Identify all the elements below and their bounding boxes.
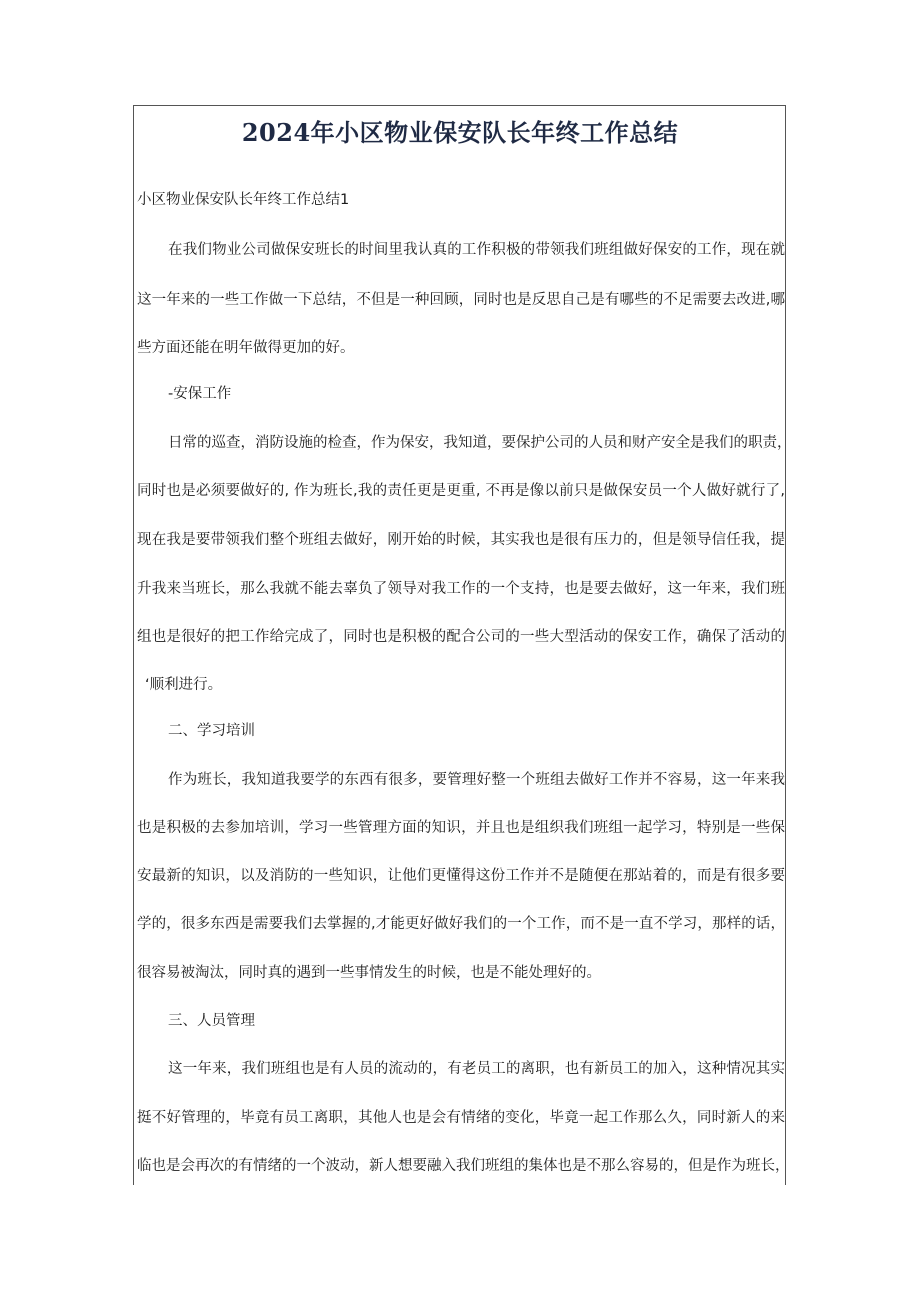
paragraph-line: 同时也是必须要做好的, 作为班长,我的责任更是更重, 不再是像以前只是做保安员一个人做好就行了, <box>137 483 785 499</box>
section-heading: 三、人员管理 <box>168 1013 255 1029</box>
paragraph-line: 也是积极的去参加培训，学习一些管理方面的知识，并且也是组织我们班组一起学习，特别是一些保 <box>137 820 785 836</box>
section-heading: -安保工作 <box>168 386 232 402</box>
paragraph-line: ‘顺利进行。 <box>145 677 223 693</box>
section-heading: 二、学习培训 <box>168 723 255 739</box>
paragraph-line: 临也是会再次的有情绪的一个波动，新人想要融入我们班组的集体也是不那么容易的，但是作为班长， <box>137 1158 790 1174</box>
paragraph-line: 在我们物业公司做保安班长的时间里我认真的工作积极的带领我们班组做好保安的工作，现在就 <box>168 242 785 258</box>
paragraph-line: 这一年来的一些工作做一下总结，不但是一种回顾，同时也是反思自己是有哪些的不足需要去改进,哪 <box>137 292 785 308</box>
paragraph-line: 些方面还能在明年做得更加的好。 <box>137 340 355 356</box>
document-subtitle: 小区物业保安队长年终工作总结1 <box>137 192 350 208</box>
paragraph-line: 现在我是要带领我们整个班组去做好，刚开始的时候，其实我也是很有压力的，但是领导信任我，提 <box>137 532 785 548</box>
paragraph-line: 很容易被淘汰，同时真的遇到一些事情发生的时候，也是不能处理好的。 <box>137 965 601 981</box>
document-title: 2024年小区物业保安队长年终工作总结 <box>241 118 679 147</box>
paragraph-line: 升我来当班长，那么我就不能去辜负了领导对我工作的一个支持，也是要去做好，这一年来，我们班 <box>137 581 785 597</box>
paragraph-line: 挺不好管理的，毕竟有员工离职，其他人也是会有情绪的变化，毕竟一起工作那么久，同时新人的来 <box>137 1110 785 1126</box>
paragraph-line: 学的，很多东西是需要我们去掌握的,才能更好做好我们的一个工作，而不是一直不学习，那样的话， <box>137 916 785 932</box>
paragraph-line: 日常的巡查，消防设施的检查，作为保安，我知道，要保护公司的人员和财产安全是我们的职责， <box>168 435 792 451</box>
paragraph-line: 这一年来，我们班组也是有人员的流动的，有老员工的离职，也有新员工的加入，这种情况其实 <box>168 1061 785 1077</box>
paragraph-line: 安最新的知识，以及消防的一些知识，让他们更懂得这份工作并不是随便在那站着的，而是有很多要 <box>137 868 785 884</box>
paragraph-line: 作为班长，我知道我要学的东西有很多，要管理好整一个班组去做好工作并不容易，这一年来我 <box>168 772 785 788</box>
paragraph-line: 组也是很好的把工作给完成了，同时也是积极的配合公司的一些大型活动的保安工作，确保了活动的 <box>137 629 785 645</box>
